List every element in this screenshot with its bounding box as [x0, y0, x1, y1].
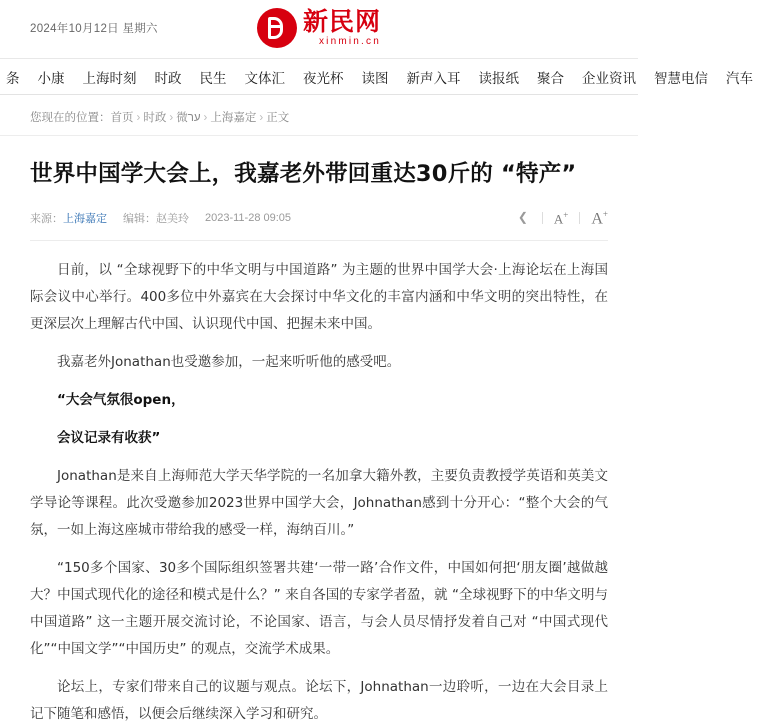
site-logo[interactable] — [257, 8, 381, 48]
article-paragraph-3: 会议记录有收获” — [57, 429, 161, 446]
breadcrumb-item-0[interactable]: 首页 — [110, 112, 134, 124]
tools-divider-1 — [542, 212, 543, 224]
article-source-link[interactable]: 上海嘉定 — [63, 213, 107, 226]
breadcrumb-separator-2: › — [203, 112, 208, 124]
font-decrease-button[interactable]: A+ — [553, 209, 569, 226]
article — [0, 158, 638, 728]
nav-item-4[interactable]: 民生 — [199, 70, 227, 87]
current-date: 2024年10月12日 星期六 — [30, 23, 158, 35]
nav-item-0[interactable]: 条 — [6, 70, 20, 87]
article-paragraph-6: 论坛上，专家们带来自己的议题与观点。论坛下，Johnathan一边聆听，一边在大会目录上记下随笔和感悟，以便会后继续深入学习和研究。 — [30, 678, 608, 722]
logo-title-en: xinmin.cn — [318, 36, 382, 47]
main-navigation — [0, 59, 753, 95]
nav-item-8[interactable]: 新声入耳 — [406, 70, 461, 87]
article-editor: 编辑：赵美玲 — [123, 213, 189, 226]
top-bar — [0, 0, 638, 59]
breadcrumb-separator-3: › — [259, 112, 264, 124]
nav-item-9[interactable]: 读报纸 — [478, 70, 519, 87]
breadcrumb-item-4: 正文 — [266, 112, 290, 124]
breadcrumb-item-2[interactable]: 微ער — [176, 112, 201, 124]
article-meta — [30, 209, 608, 241]
article-tools — [518, 209, 608, 228]
nav-item-2[interactable]: 上海时刻 — [82, 70, 137, 87]
nav-item-12[interactable]: 智慧电信 — [654, 70, 708, 87]
font-increase-button[interactable]: A+ — [591, 208, 608, 227]
font-decrease-sup: + — [563, 209, 569, 220]
article-source — [30, 210, 107, 226]
nav-item-3[interactable]: 时政 — [154, 70, 182, 87]
page-title: 世界中国学大会上，我嘉老外带回重达30斤的 “特产” — [30, 161, 577, 187]
article-paragraph-5: “150多个国家、30多个国际组织签署共建‘一带一路’合作文件，中国如何把‘朋友圈’越做越大？中国式现代化的途径和模式是什么？” 来自各国的专家学者盈，就 “全球视野下的中华文明与中国道路” 这一主题开展交流讨论，不论国家、语言，与会人员尽情抒发着自己对 “中国式现代化”“中国文学”“中国历史” 的观点，交流学术成果。 — [30, 559, 608, 657]
font-increase-sup: + — [602, 208, 608, 219]
logo-title-cn: 新民网 — [302, 7, 382, 36]
tools-divider-2 — [579, 212, 580, 224]
nav-item-1[interactable]: 小康 — [37, 70, 65, 87]
breadcrumb-separator-1: › — [169, 112, 174, 124]
article-paragraph-0: 日前，以 “全球视野下的中华文明与中国道路” 为主题的世界中国学大会·上海论坛在上海国际会议中心举行。400多位中外嘉宾在大会探讨中华文化的丰富内涵和中华文明的突出特性，在更深层次上理解古代中国、认识现代中国、把握未来中国。 — [30, 261, 608, 332]
xinmin-circle-logo-icon — [257, 8, 297, 48]
nav-item-10[interactable]: 聚合 — [537, 70, 564, 87]
article-paragraph-1: 我嘉老外Jonathan也受邀参加，一起来听听他的感受吧。 — [57, 353, 401, 370]
nav-item-11[interactable]: 企业资讯 — [582, 70, 636, 87]
article-body — [30, 257, 608, 728]
nav-item-6[interactable]: 夜光杯 — [303, 70, 344, 87]
article-source-label: 来源： — [30, 213, 63, 226]
breadcrumb — [0, 95, 638, 136]
breadcrumb-item-3[interactable]: 上海嘉定 — [210, 112, 257, 124]
article-datetime: 2023-11-28 09:05 — [205, 212, 292, 225]
article-paragraph-2: “大会气氛很open， — [57, 391, 185, 408]
nav-item-7[interactable]: 读图 — [361, 70, 389, 87]
share-icon[interactable] — [518, 212, 531, 225]
breadcrumb-prefix: 您现在的位置： — [30, 112, 111, 124]
breadcrumb-separator-0: › — [136, 112, 141, 124]
breadcrumb-item-1[interactable]: 时政 — [143, 112, 167, 124]
nav-item-5[interactable]: 文体汇 — [244, 70, 285, 87]
article-paragraph-4: Jonathan是来自上海师范大学天华学院的一名加拿大籍外教，主要负责教授学英语和英美文学导论等课程。此次受邀参加2023世界中国学大会，Johnathan感到十分开心：“整个大会的气氛，一如上海这座城市带给我的感受一样，海纳百川。” — [30, 467, 608, 538]
nav-item-13[interactable]: 汽车 — [726, 70, 753, 87]
